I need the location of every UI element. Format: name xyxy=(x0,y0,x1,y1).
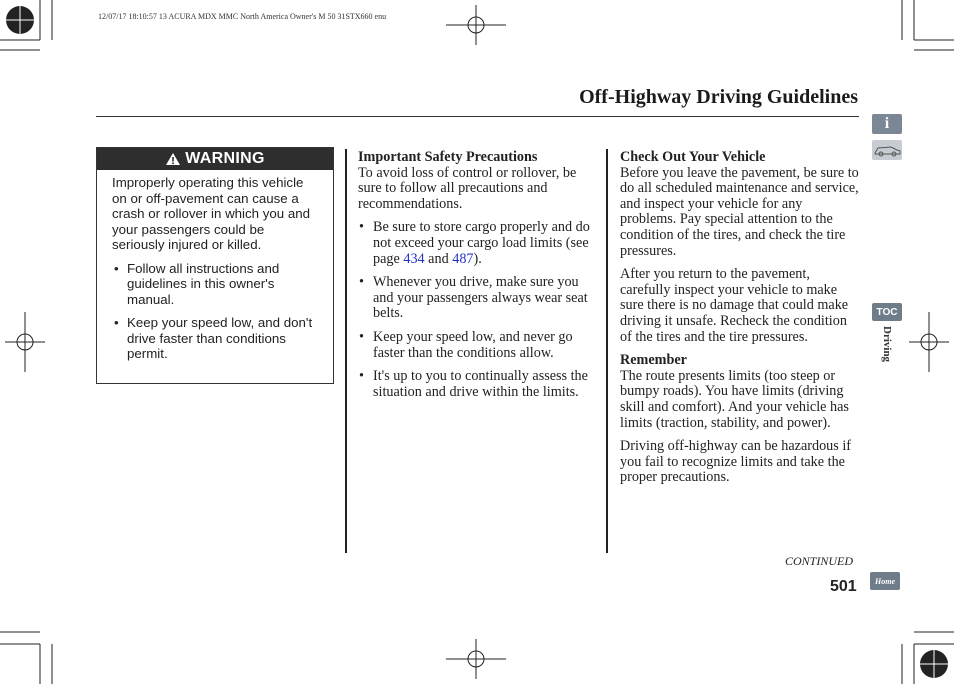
precaution-item: • Whenever you drive, make sure you and your passengers always wear seat belts. xyxy=(358,275,600,322)
precaution-text: Be sure to store cargo properly and do not exceed your cargo load limits (see page xyxy=(373,219,590,267)
title-divider xyxy=(96,116,859,117)
continued-label: CONTINUED xyxy=(785,554,854,568)
paragraph: After you return to the pavement, carefully inspect your vehicle to make sure there is no damage that could make driving it unsafe. Recheck the condition of the tires and the tire pressures. xyxy=(620,266,849,345)
precaution-item xyxy=(358,220,600,267)
warning-intro: Improperly operating this vehicle on or off-pavement can cause a crash or rollover in which you and your passengers could be seriously injured or killed. xyxy=(112,175,311,252)
section-heading: Important Safety Precautions xyxy=(358,149,538,165)
warning-header xyxy=(97,148,333,170)
column-divider xyxy=(345,149,347,553)
warning-heading: WARNING xyxy=(185,150,265,167)
print-meta: 12/07/17 18:10:57 13 ACURA MDX MMC North America Owner's M 50 31STX660 enu xyxy=(98,12,387,21)
warning-box xyxy=(96,147,334,384)
precaution-item: • Keep your speed low, and never go faster than the conditions allow. xyxy=(358,330,600,361)
safety-precautions-column xyxy=(358,150,600,408)
page-link-487[interactable]: 487 xyxy=(452,250,474,267)
warning-bullet: • Follow all instructions and guidelines in this owner's manual. xyxy=(112,261,319,308)
warning-bullet: • Keep your speed low, and don't drive faster than conditions permit. xyxy=(112,315,319,362)
paragraph: Before you leave the pavement, be sure to do all scheduled maintenance and service, and inspect your vehicle for any problems. Pay special attention to the condition of the tires, and check the tire pressures. xyxy=(620,164,859,259)
page-number: 501 xyxy=(830,578,857,595)
toc-button[interactable]: TOC xyxy=(872,303,902,321)
section-heading: Remember xyxy=(620,352,687,369)
section-intro: To avoid loss of control or rollover, be sure to follow all precautions and recommendations. xyxy=(358,164,577,212)
warning-body xyxy=(97,170,333,362)
page-title: Off-Highway Driving Guidelines xyxy=(579,86,858,108)
section-heading: Check Out Your Vehicle xyxy=(620,149,766,165)
paragraph: Driving off-highway can be hazardous if you fail to recognize limits and take the proper precautions. xyxy=(620,438,851,486)
car-icon[interactable] xyxy=(872,140,902,160)
column-divider xyxy=(606,149,608,553)
info-icon[interactable]: i xyxy=(872,114,902,134)
warning-triangle-icon xyxy=(165,152,181,166)
home-button[interactable]: Home xyxy=(870,572,900,590)
vehicle-check-column xyxy=(620,150,862,494)
paragraph: The route presents limits (too steep or bumpy roads). You have limits (driving skill and comfort). And your vehicle has limits (traction, stability, and power). xyxy=(620,367,849,431)
precaution-text: and xyxy=(424,250,453,267)
precaution-item: • It's up to you to continually assess the situation and drive within the limits. xyxy=(358,369,600,400)
precaution-text: ). xyxy=(473,250,482,267)
warning-list xyxy=(112,261,319,362)
car-outline-icon xyxy=(872,140,902,160)
precautions-list xyxy=(358,220,600,400)
section-tab-driving[interactable]: Driving xyxy=(881,326,893,363)
page-link-434[interactable]: 434 xyxy=(403,250,425,267)
